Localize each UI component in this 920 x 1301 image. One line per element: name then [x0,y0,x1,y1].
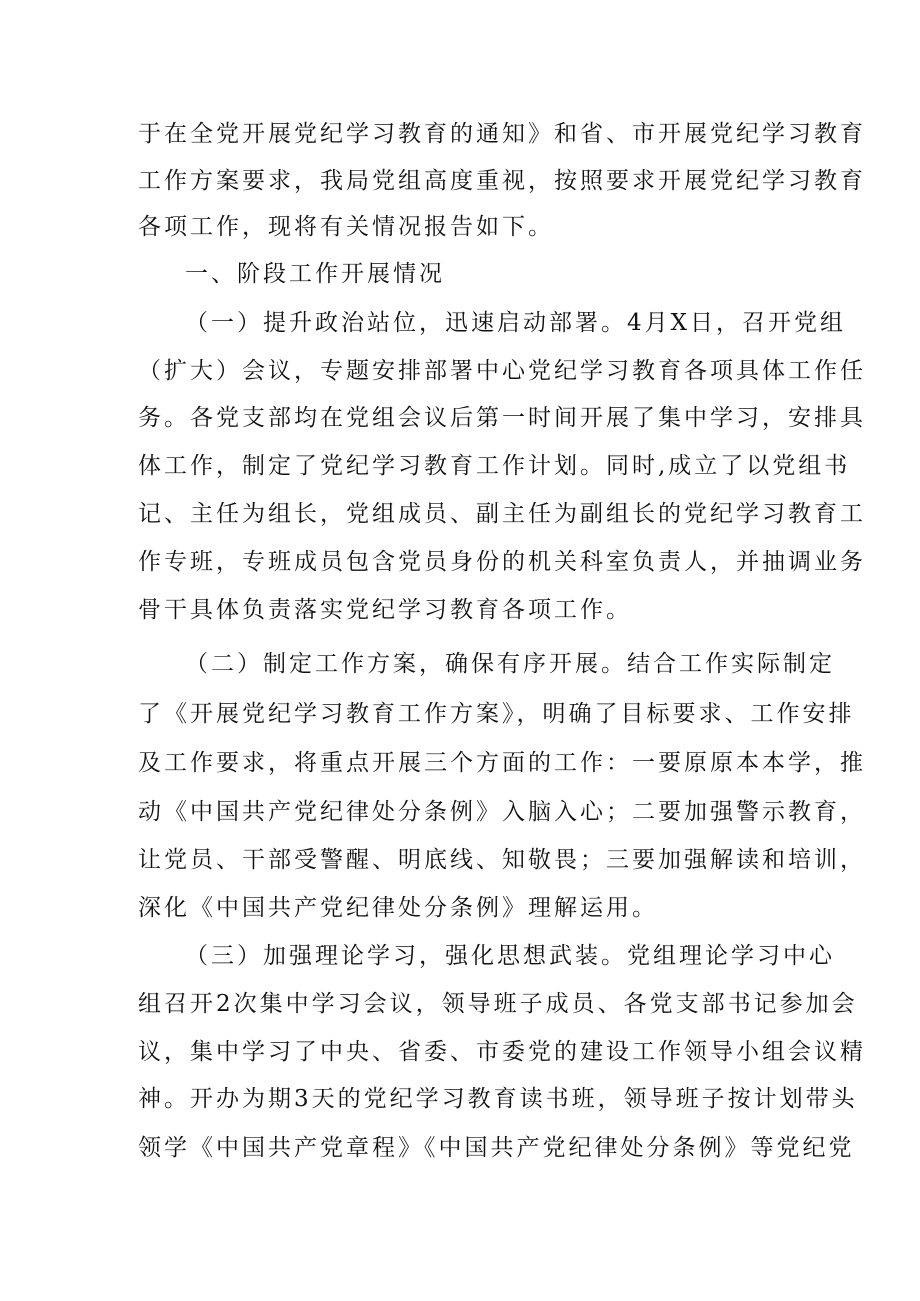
text-line-20: 议，集中学习了中央、省委、市委党的建设工作领导小组会议精 [138,1039,866,1065]
text-line-9: 记、主任为组长，党组成员、副主任为副组长的党纪学习教育工 [138,501,866,527]
text-line-19: 组召开2次集中学习会议，领导班子成员、各党支部书记参加会 [138,991,858,1017]
text-line-1: 于在全党开展党纪学习教育的通知》和省、市开展党纪学习教育 [138,121,866,147]
text-line-5: （一）提升政治站位，迅速启动部署。4月X日，召开党组 [185,310,847,336]
text-line-3: 各项工作，现将有关情况报告如下。 [138,214,554,240]
text-line-17: 深化《中国共产党纪律处分条例》理解运用。 [138,895,658,921]
text-line-22: 领学《中国共产党章程》《中国共产党纪律处分条例》等党纪党 [138,1135,855,1161]
text-line-18: （三）加强理论学习，强化思想武装。党组理论学习中心 [185,943,835,969]
text-line-6: （扩大）会议，专题安排部署中心党纪学习教育各项具体工作任 [138,358,866,384]
text-line-12: （二）制定工作方案，确保有序开展。结合工作实际制定 [185,651,835,677]
text-line-11: 骨干具体负责落实党纪学习教育各项工作。 [138,597,632,623]
text-line-14: 及工作要求，将重点开展三个方面的工作：一要原原本本学，推 [138,750,866,776]
text-line-2: 工作方案要求，我局党组高度重视，按照要求开展党纪学习教育 [138,168,866,194]
text-line-7: 务。各党支部均在党组会议后第一时间开展了集中学习，安排具 [138,405,866,431]
section-heading: 一、阶段工作开展情况 [185,261,445,287]
text-line-10: 作专班，专班成员包含党员身份的机关科室负责人，并抽调业务 [138,549,866,575]
text-line-15: 动《中国共产党纪律处分条例》入脑入心；二要加强警示教育， [138,799,866,825]
text-line-16: 让党员、干部受警醒、明底线、知敬畏；三要加强解读和培训， [138,847,866,873]
text-line-13: 了《开展党纪学习教育工作方案》，明确了目标要求、工作安排 [138,701,855,727]
text-line-21: 神。开办为期3天的党纪学习教育读书班，领导班子按计划带头 [138,1086,858,1112]
text-line-8: 体工作，制定了党纪学习教育工作计划。同时,成立了以党组书 [138,453,851,479]
